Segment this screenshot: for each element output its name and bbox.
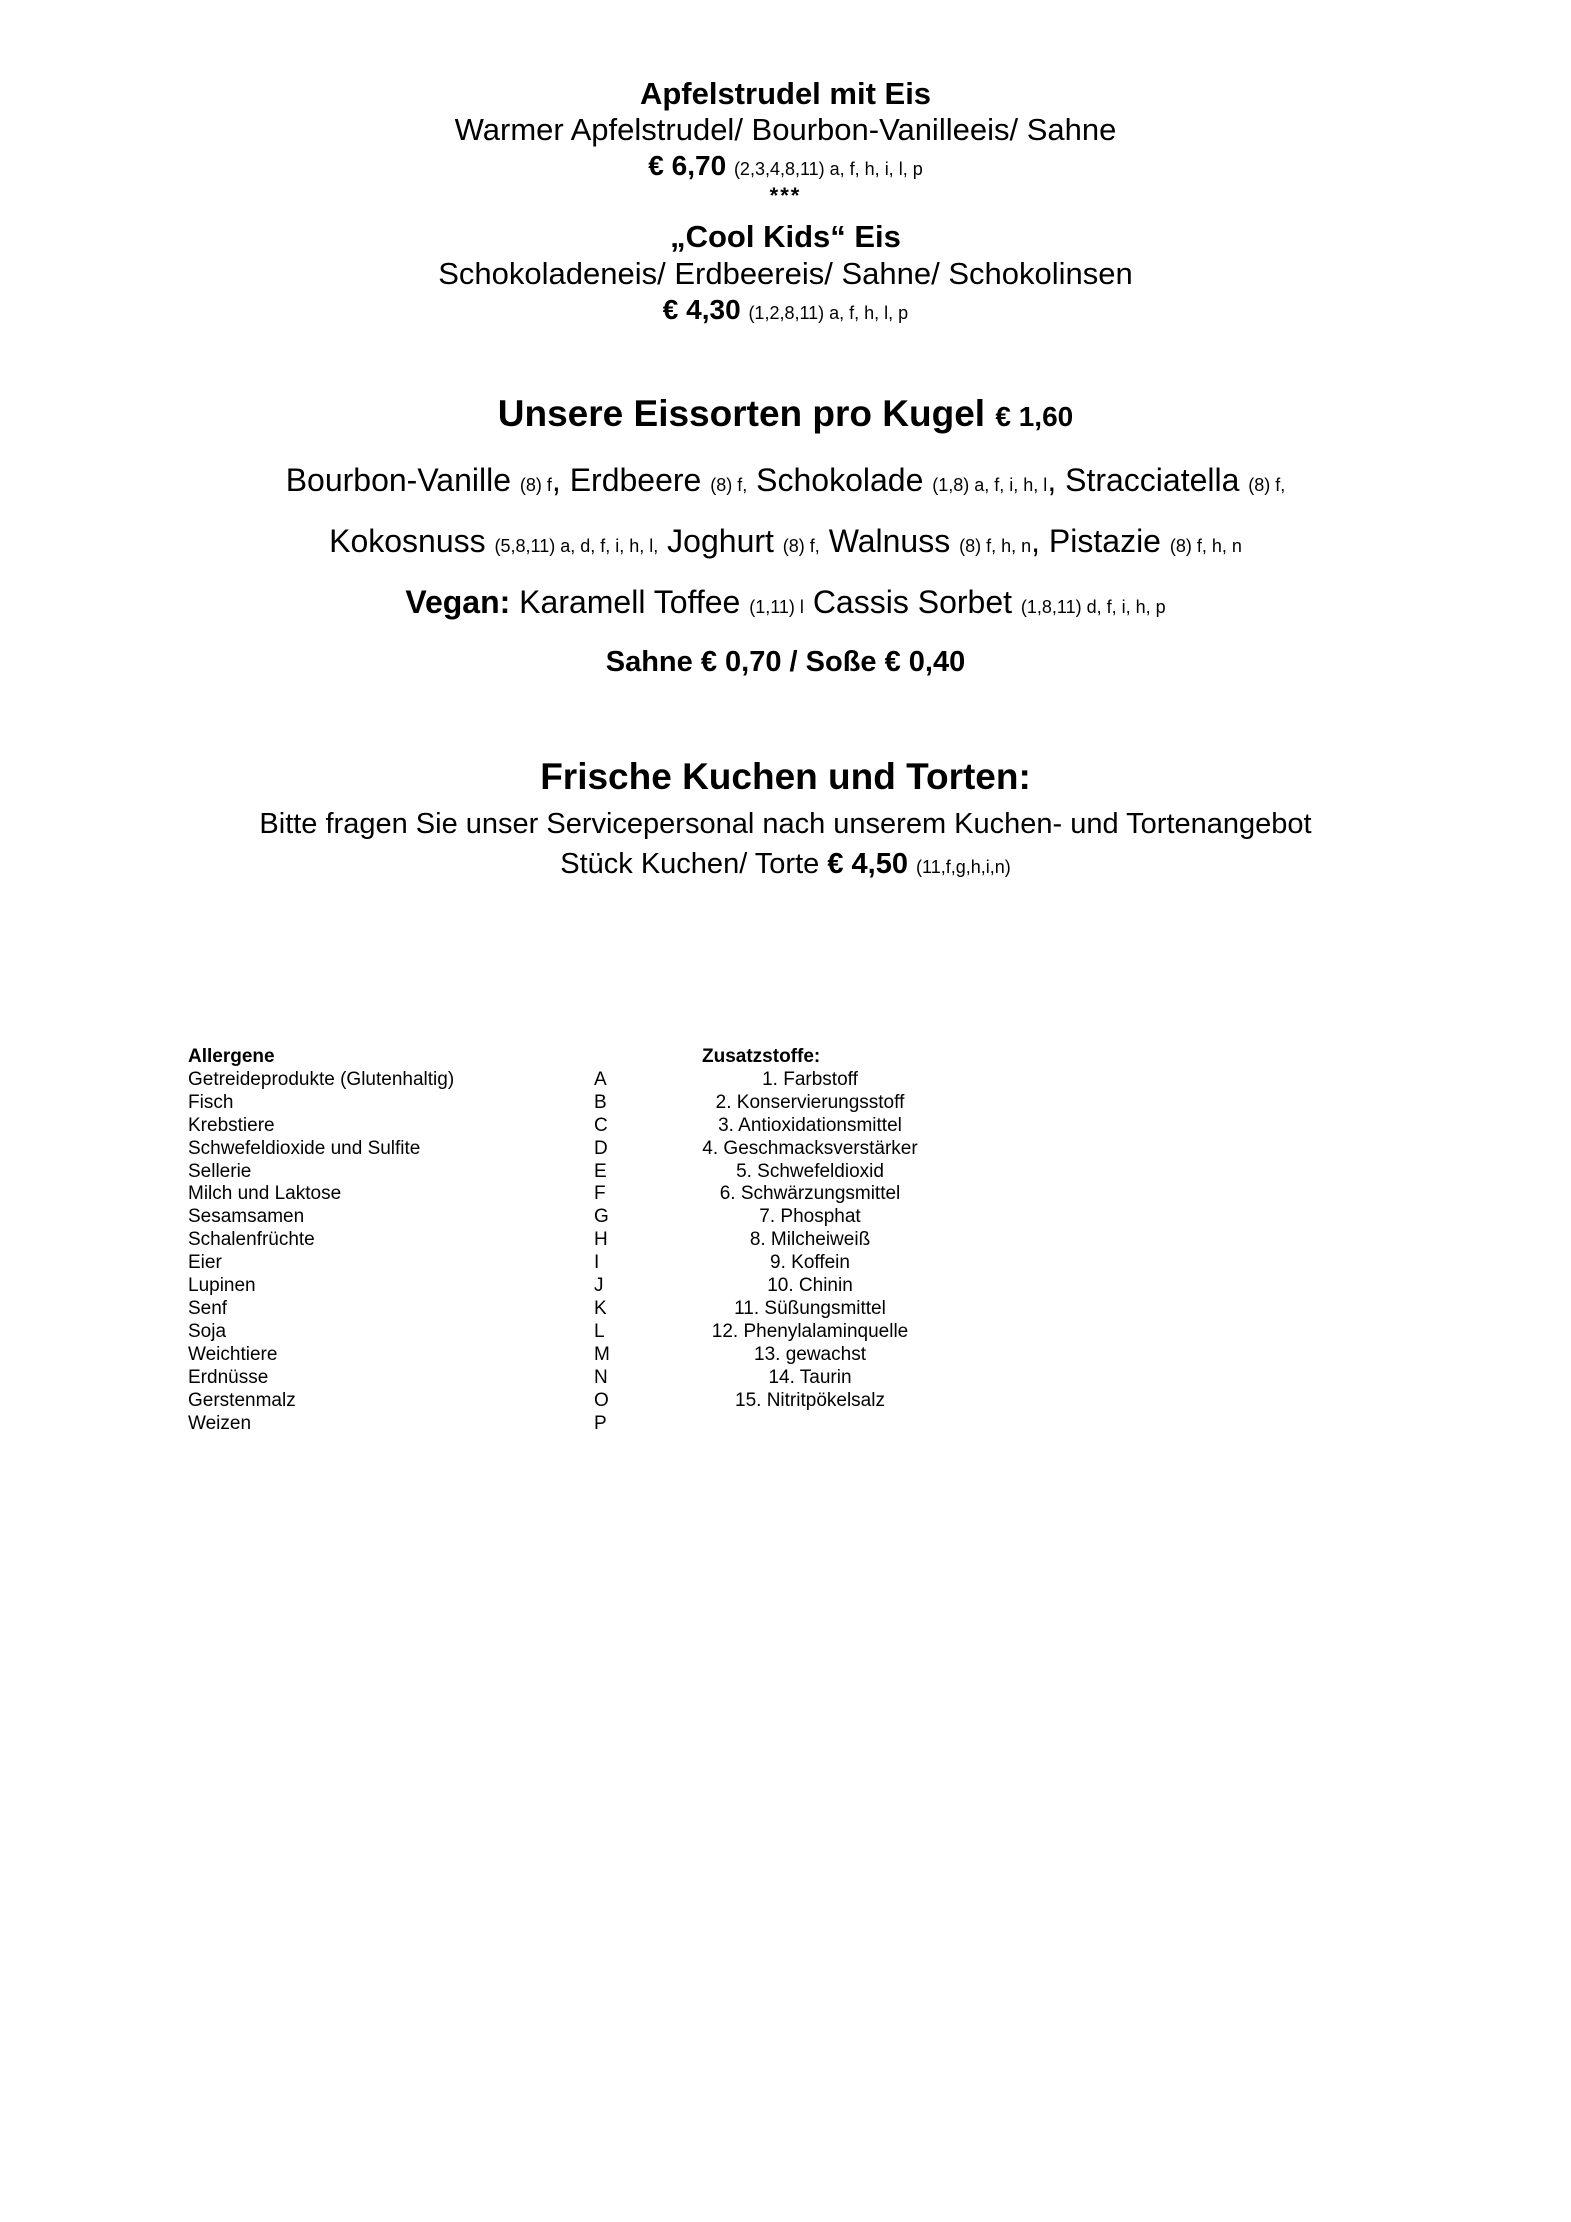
dessert-2-name: „Cool Kids“ Eis	[670, 219, 901, 254]
flavor-separator: ,	[1047, 462, 1057, 498]
flavor-codes: (5,8,11) a, d, f, i, h, l,	[494, 536, 659, 556]
flavor-codes: (8) f, h, n	[959, 536, 1032, 556]
allergen-code: G	[594, 1206, 609, 1228]
dessert-1-price: € 6,70	[648, 150, 727, 181]
flavor-codes: (8) f	[519, 475, 552, 495]
flavor-separator: ,	[1031, 523, 1041, 559]
flavor-name: Stracciatella	[1065, 462, 1240, 498]
cake-price: € 4,50	[827, 848, 908, 880]
extras-line: Sahne € 0,70 / Soße € 0,40	[605, 646, 966, 678]
flavor-name: Erdbeere	[569, 462, 702, 498]
allergen-code: O	[594, 1389, 609, 1411]
allergen-code: F	[594, 1183, 606, 1205]
flavor-name: Kokosnuss	[329, 523, 486, 559]
dessert-1-description: Warmer Apfelstrudel/ Bourbon-Vanilleeis/ Sahne	[454, 112, 1117, 147]
allergen-name: Fisch	[188, 1091, 234, 1113]
allergen-name: Eier	[188, 1252, 222, 1274]
additive-item: 14. Taurin	[768, 1366, 852, 1388]
cake-codes: (11,f,g,h,i,n)	[916, 857, 1011, 877]
allergen-code: K	[594, 1297, 607, 1319]
allergen-name: Erdnüsse	[188, 1366, 269, 1388]
flavor-codes: (1,8) a, f, i, h, l	[932, 475, 1048, 495]
additive-item: 9. Koffein	[770, 1252, 850, 1274]
allergens-title: Allergene	[188, 1046, 275, 1067]
allergen-code: N	[594, 1366, 608, 1388]
additive-item: 2. Konservierungsstoff	[715, 1091, 905, 1113]
allergen-name: Lupinen	[188, 1275, 256, 1297]
ice-section-title-text: Unsere Eissorten pro Kugel	[497, 393, 986, 434]
flavor-name: Bourbon-Vanille	[285, 462, 512, 498]
flavor-name: Cassis Sorbet	[812, 584, 1012, 620]
dessert-2-description: Schokoladeneis/ Erdbeereis/ Sahne/ Schokolinsen	[438, 256, 1133, 291]
flavor-name: Pistazie	[1048, 523, 1161, 559]
separator: ***	[769, 183, 802, 208]
allergen-code: I	[594, 1252, 600, 1274]
allergen-name: Soja	[188, 1320, 227, 1342]
cake-section-title: Frische Kuchen und Torten:	[540, 756, 1031, 797]
allergen-name: Sellerie	[188, 1160, 252, 1182]
additive-item: 8. Milcheiweiß	[749, 1229, 871, 1251]
flavor-line-1	[0, 462, 1571, 499]
flavor-name: Schokolade	[756, 462, 924, 498]
allergen-code: B	[594, 1091, 607, 1113]
allergen-name: Getreideprodukte (Glutenhaltig)	[188, 1068, 455, 1090]
additive-item: 12. Phenylalaminquelle	[711, 1320, 909, 1342]
allergen-codes-column	[594, 1046, 610, 1435]
additives-title: Zusatzstoffe:	[702, 1046, 821, 1067]
additive-item: 7. Phosphat	[759, 1206, 861, 1228]
ice-section-price: € 1,60	[995, 401, 1074, 432]
ice-section-title	[0, 393, 1571, 435]
flavor-separator: ,	[551, 462, 561, 498]
allergen-name: Milch und Laktose	[188, 1183, 342, 1205]
additive-item: 13. gewachst	[754, 1343, 866, 1365]
dessert-2-price: € 4,30	[662, 294, 741, 325]
allergen-name: Schalenfrüchte	[188, 1229, 315, 1251]
flavor-codes: (1,11) l	[749, 597, 804, 617]
cake-price-line	[0, 848, 1571, 881]
flavor-codes: (8) f,	[1248, 475, 1286, 495]
additive-item: 10. Chinin	[767, 1275, 853, 1297]
flavor-codes: (8) f, h, n	[1169, 536, 1242, 556]
additive-item: 6. Schwärzungsmittel	[719, 1183, 901, 1205]
additive-item: 3. Antioxidationsmittel	[718, 1114, 902, 1136]
flavor-codes: (8) f,	[782, 536, 820, 556]
flavor-name: Walnuss	[828, 523, 951, 559]
flavor-codes: (8) f,	[710, 475, 748, 495]
additive-item: 1. Farbstoff	[762, 1068, 858, 1090]
vegan-label: Vegan:	[405, 584, 511, 620]
vegan-line	[0, 584, 1571, 621]
allergen-code: J	[594, 1275, 604, 1297]
flavor-codes: (1,8,11) d, f, i, h, p	[1020, 597, 1166, 617]
dessert-2-price-line	[0, 294, 1571, 326]
cake-section-description: Bitte fragen Sie unser Servicepersonal nach unserem Kuchen- und Tortenangebot	[259, 808, 1312, 840]
dessert-1-codes: (2,3,4,8,11) a, f, h, i, l, p	[733, 159, 923, 179]
allergen-code: D	[594, 1137, 608, 1159]
dessert-1-price-line	[0, 150, 1571, 182]
flavor-name: Joghurt	[667, 523, 774, 559]
allergen-name: Schwefeldioxide und Sulfite	[188, 1137, 421, 1159]
additive-item: 11. Süßungsmittel	[734, 1297, 886, 1319]
allergen-name: Senf	[188, 1297, 228, 1319]
allergen-code: H	[594, 1229, 608, 1251]
flavor-line-2	[0, 523, 1571, 560]
allergen-name: Gerstenmalz	[188, 1389, 296, 1411]
dessert-1-name: Apfelstrudel mit Eis	[639, 76, 932, 111]
allergen-code: E	[594, 1160, 607, 1182]
allergen-code: P	[594, 1412, 607, 1434]
allergen-name: Weichtiere	[188, 1343, 278, 1365]
additive-item: 5. Schwefeldioxid	[736, 1160, 884, 1182]
allergen-names-column	[188, 1046, 454, 1435]
allergen-name: Weizen	[188, 1412, 252, 1434]
allergen-code: L	[594, 1320, 605, 1342]
allergen-code: M	[594, 1343, 610, 1365]
dessert-2-codes: (1,2,8,11) a, f, h, l, p	[748, 303, 909, 323]
additives-column	[680, 1046, 940, 1413]
allergen-code: A	[594, 1068, 607, 1090]
cake-label: Stück Kuchen/ Torte	[560, 848, 820, 880]
additive-item: 4. Geschmacksverstärker	[702, 1137, 918, 1159]
allergen-code: C	[594, 1114, 608, 1136]
allergen-codes-header-spacer	[594, 1046, 610, 1069]
allergen-name: Krebstiere	[188, 1114, 275, 1136]
additive-item: 15. Nitritpökelsalz	[735, 1389, 885, 1411]
allergen-name: Sesamsamen	[188, 1206, 305, 1228]
flavor-name: Karamell Toffee	[519, 584, 741, 620]
